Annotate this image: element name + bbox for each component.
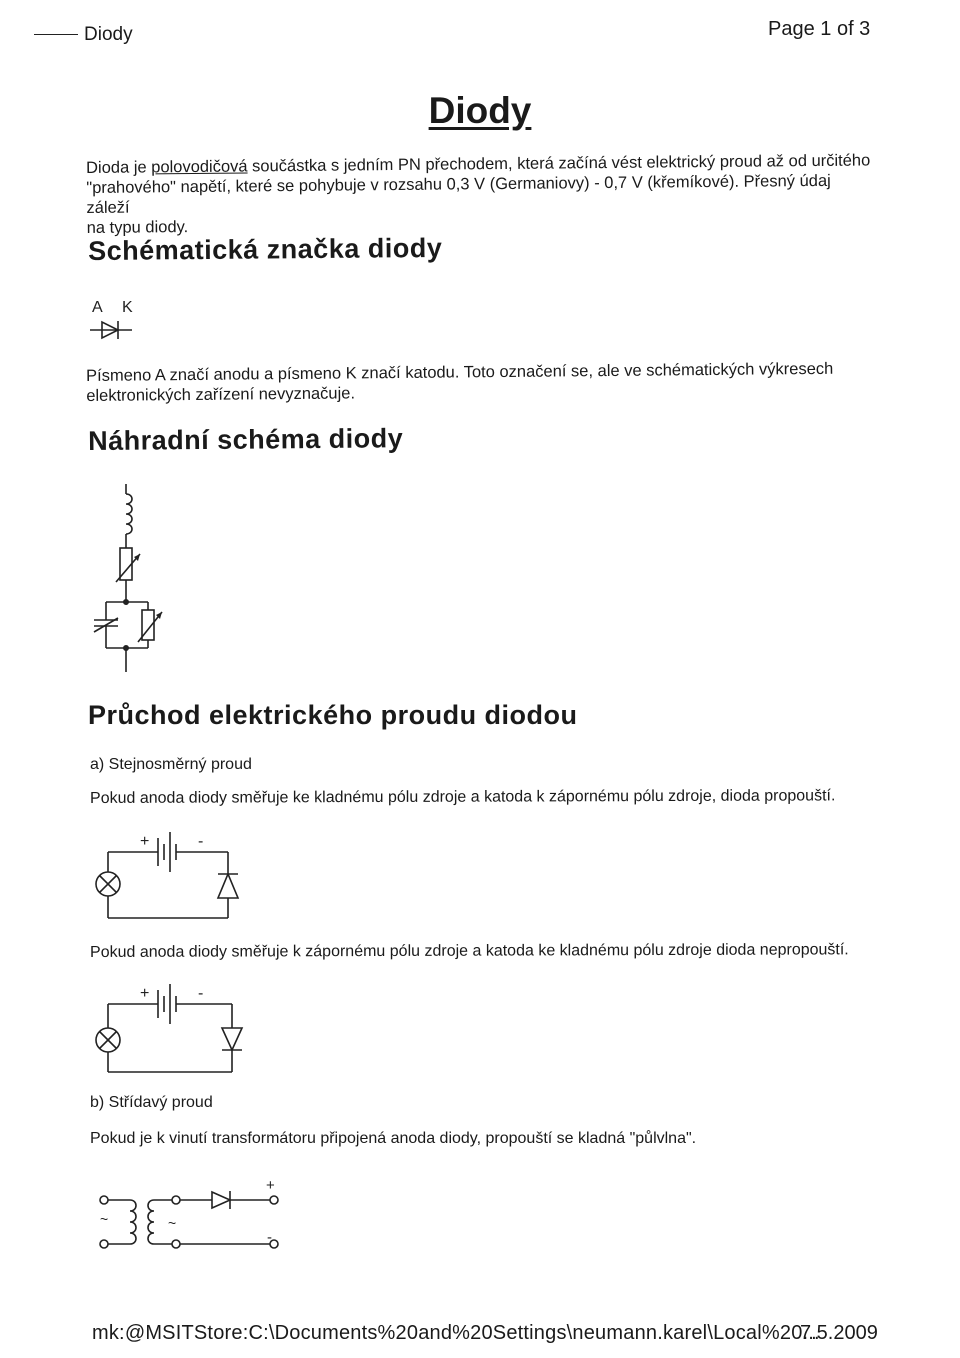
- plus-sign: +: [266, 1177, 275, 1194]
- intro-post: součástka s jedním PN přechodem, která začíná vést elektrický proud až od určitého: [247, 151, 871, 176]
- ac-text: Pokud je k vinutí transformátoru připojená anoda diody, propouští se kladná "půlvlna".: [90, 1130, 697, 1147]
- header-doc-title: [34, 24, 133, 46]
- footer-date: 7.5.2009: [800, 1322, 878, 1344]
- intro-line-3: na typu diody.: [86, 218, 189, 237]
- dc-label: a) Stejnosměrný proud: [90, 756, 252, 773]
- page-title: Diody: [428, 90, 532, 131]
- footer-path: mk:@MSITStore:C:\Documents%20and%20Settings\neumann.karel\Local%20...: [92, 1322, 820, 1344]
- variable-resistor-top: [116, 548, 140, 602]
- dc-reverse-text: Pokud anoda diody směřuje k zápornému pólu zdroje a katoda ke kladnému pólu zdroje dioda nepropouští.: [90, 941, 849, 961]
- lamp: [96, 872, 120, 896]
- symbol-text-line-1: Písmeno A značí anodu a písmeno K značí katodu. Toto označení se, ale ve schématických výkresech: [86, 359, 834, 385]
- parallel-branch: [94, 602, 162, 648]
- diode-reverse: [222, 1028, 242, 1050]
- equivalent-circuit-figure: [86, 482, 186, 682]
- tilde-secondary: ~: [168, 1215, 177, 1231]
- ac-rectifier-circuit: [96, 1176, 296, 1256]
- dc-forward-text: Pokud anoda diody směřuje ke kladnému pólu zdroje a katoda k zápornému pólu zdroje, dioda propouští.: [90, 787, 836, 807]
- intro-underlined-word: polovodičová: [151, 157, 248, 177]
- dc-reverse-circuit: [90, 978, 270, 1078]
- anode-label: A: [92, 299, 103, 316]
- heading-symbol: Schématická značka diody: [88, 232, 443, 266]
- intro-paragraph: [86, 150, 877, 238]
- intro-line-2: "prahového" napětí, které se pohybuje v rozsahu 0,3 V (Germaniovy) - 0,7 V (křemíkové). Přesný údaj záleží: [86, 171, 831, 217]
- heading-current: Průchod elektrického proudu diodou: [88, 700, 578, 730]
- lamp: [96, 1028, 120, 1052]
- ac-label: b) Střídavý proud: [90, 1094, 213, 1111]
- plus-sign: +: [140, 985, 150, 1002]
- diode-symbol: [90, 321, 132, 339]
- header-page-number: Page 1 of 3: [768, 18, 871, 40]
- minus-sign: -: [198, 833, 204, 850]
- inductor: [126, 484, 132, 548]
- minus-sign: -: [267, 1229, 272, 1246]
- diode-forward: [218, 874, 238, 898]
- battery: [108, 984, 232, 1024]
- heading-equivalent: Náhradní schéma diody: [88, 423, 404, 456]
- minus-sign: -: [198, 985, 204, 1002]
- battery: [108, 832, 228, 872]
- diode-symbol-figure: [88, 296, 168, 346]
- dc-forward-circuit: [90, 826, 270, 926]
- intro-pre: Dioda je: [86, 158, 152, 177]
- symbol-text-line-2: elektronických zařízení nevyznačuje.: [86, 384, 356, 405]
- header-dash: [34, 34, 78, 35]
- cathode-label: K: [122, 299, 133, 316]
- plus-sign: +: [140, 833, 150, 850]
- header-title-text: Diody: [84, 24, 133, 45]
- symbol-paragraph: [86, 358, 876, 406]
- diode-rectifier: [212, 1191, 230, 1209]
- tilde-primary: ~: [100, 1211, 109, 1227]
